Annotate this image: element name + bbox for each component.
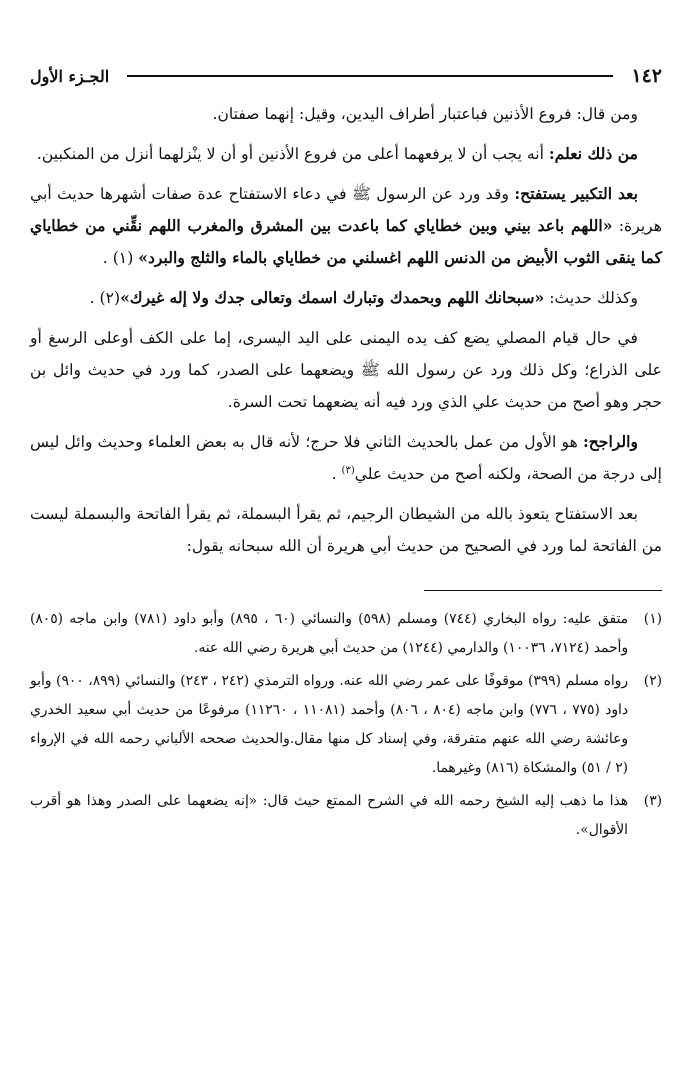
paragraph-6 bbox=[30, 426, 662, 490]
paragraph-2-text: أنه يجب أن لا يرفعهما أعلى من فروع الأذنين أو أن لا ينْزلهما أنزل من المنكبين. bbox=[36, 145, 549, 163]
paragraph-2 bbox=[30, 138, 662, 170]
paragraph-2-lead: من ذلك نعلم: bbox=[548, 144, 638, 163]
paragraph-5: في حال قيام المصلي يضع كف يده اليمنى على اليد اليسرى، إما على الكف أوعلى الرسغ أو على الذراع؛ وكل ذلك ورد عن رسول الله ﷺ ويضعهما على الصدر، كما ورد في حديث وائل بن حجر وهو أصح من حديث علي الذي ورد فيه أنه يضعهما تحت السرة. bbox=[30, 329, 662, 411]
footnote-2 bbox=[30, 667, 662, 783]
main-text bbox=[30, 98, 662, 562]
hadith-quote-2: «سبحانك اللهم وبحمدك وتبارك اسمك وتعالى جدك ولا إله غيرك» bbox=[120, 288, 545, 307]
footnotes bbox=[30, 605, 662, 845]
paragraph-6-end: . bbox=[331, 465, 342, 483]
paragraph-1: ومن قال: فروع الأذنين فباعتبار أطراف اليدين، وقيل: إنهما صفتان. bbox=[212, 105, 638, 123]
part-title: الجـزء الأول bbox=[30, 66, 110, 86]
footnote-ref-3: (٣) bbox=[341, 464, 355, 476]
paragraph-6-text: هو الأول من عمل بالحديث الثاني فلا حرج؛ لأنه قال به بعض العلماء وحديث وائل ليس إلى درجة من الصحة، ولكنه أصح من حديث علي bbox=[30, 433, 662, 483]
footnote-1 bbox=[30, 605, 662, 663]
footnote-ref-1: (١) . bbox=[102, 249, 139, 267]
paragraph-3-text: وقد ورد عن الرسول ﷺ في دعاء الاستفتاح عدة صفات أشهرها حديث أبي هريرة: bbox=[30, 185, 662, 235]
paragraph-7: بعد الاستفتاح يتعوذ بالله من الشيطان الرجيم، ثم يقرأ البسملة، ثم يقرأ الفاتحة والبسملة ليست من الفاتحة لما ورد في الصحيح من حديث أبي هريرة أن الله سبحانه يقول: bbox=[30, 505, 662, 555]
paragraph-6-lead: والراجح: bbox=[582, 432, 638, 451]
footnote-3 bbox=[30, 787, 662, 845]
page-header bbox=[30, 58, 662, 94]
footnote-number: (٢) bbox=[643, 673, 662, 689]
paragraph-3 bbox=[30, 178, 662, 274]
paragraph-4-text: وكذلك حديث: bbox=[544, 289, 638, 307]
footnote-text: رواه مسلم (٣٩٩) موقوفًا على عمر رضي الله عنه. ورواه الترمذي (٢٤٢ ، ٢٤٣) والنسائي (٨٩٩، ٩٠٠) وأبو داود (٧٧٥ ، ٧٧٦) وابن ماجه (٨٠٤ ، ٨٠٦) وأحمد (١١٠٨١ ، ١١٢٦٠) مرفوعًا من حديث أبي سعيد الخدري وعائشة رضي الله عنهم متفرقة، وفي إسناد كل منها مقال.والحديث صححه الألباني رحمه الله في الإرواء (٢ / ٥١) والمشكاة (٨١٦) وغيرهما. bbox=[30, 673, 629, 776]
footnote-text: متفق عليه: رواه البخاري (٧٤٤) ومسلم (٥٩٨) والنسائي (٦٠ ، ٨٩٥) وأبو داود (٧٨١) وابن ماجه (٨٠٥) وأحمد (٧١٢٤، ١٠٠٣٦) والدارمي (١٢٤٤) من حديث أبي هريرة رضي الله عنه. bbox=[30, 611, 629, 656]
footnote-number: (٣) bbox=[643, 793, 662, 809]
footnote-ref-2: (٢) . bbox=[89, 289, 121, 307]
page-number: ١٤٢ bbox=[631, 65, 662, 87]
footnote-text: هذا ما ذهب إليه الشيخ رحمه الله في الشرح الممتع حيث قال: «إنه يضعهما على الصدر وهذا هو أقرب الأقوال». bbox=[30, 793, 628, 838]
hadith-quote-1: «اللهم باعد بيني وبين خطاياي كما باعدت بين المشرق والمغرب اللهم نقِّني من خطاياي كما ينقى الثوب الأبيض من الدنس اللهم اغسلني من خطاياي بالماء والثلج والبرد» bbox=[30, 216, 662, 267]
header-rule bbox=[127, 75, 613, 77]
paragraph-3-lead: بعد التكبير يستفتح: bbox=[514, 184, 638, 203]
paragraph-4 bbox=[30, 282, 662, 314]
footnote-number: (١) bbox=[643, 611, 662, 627]
footnote-separator bbox=[30, 590, 662, 591]
